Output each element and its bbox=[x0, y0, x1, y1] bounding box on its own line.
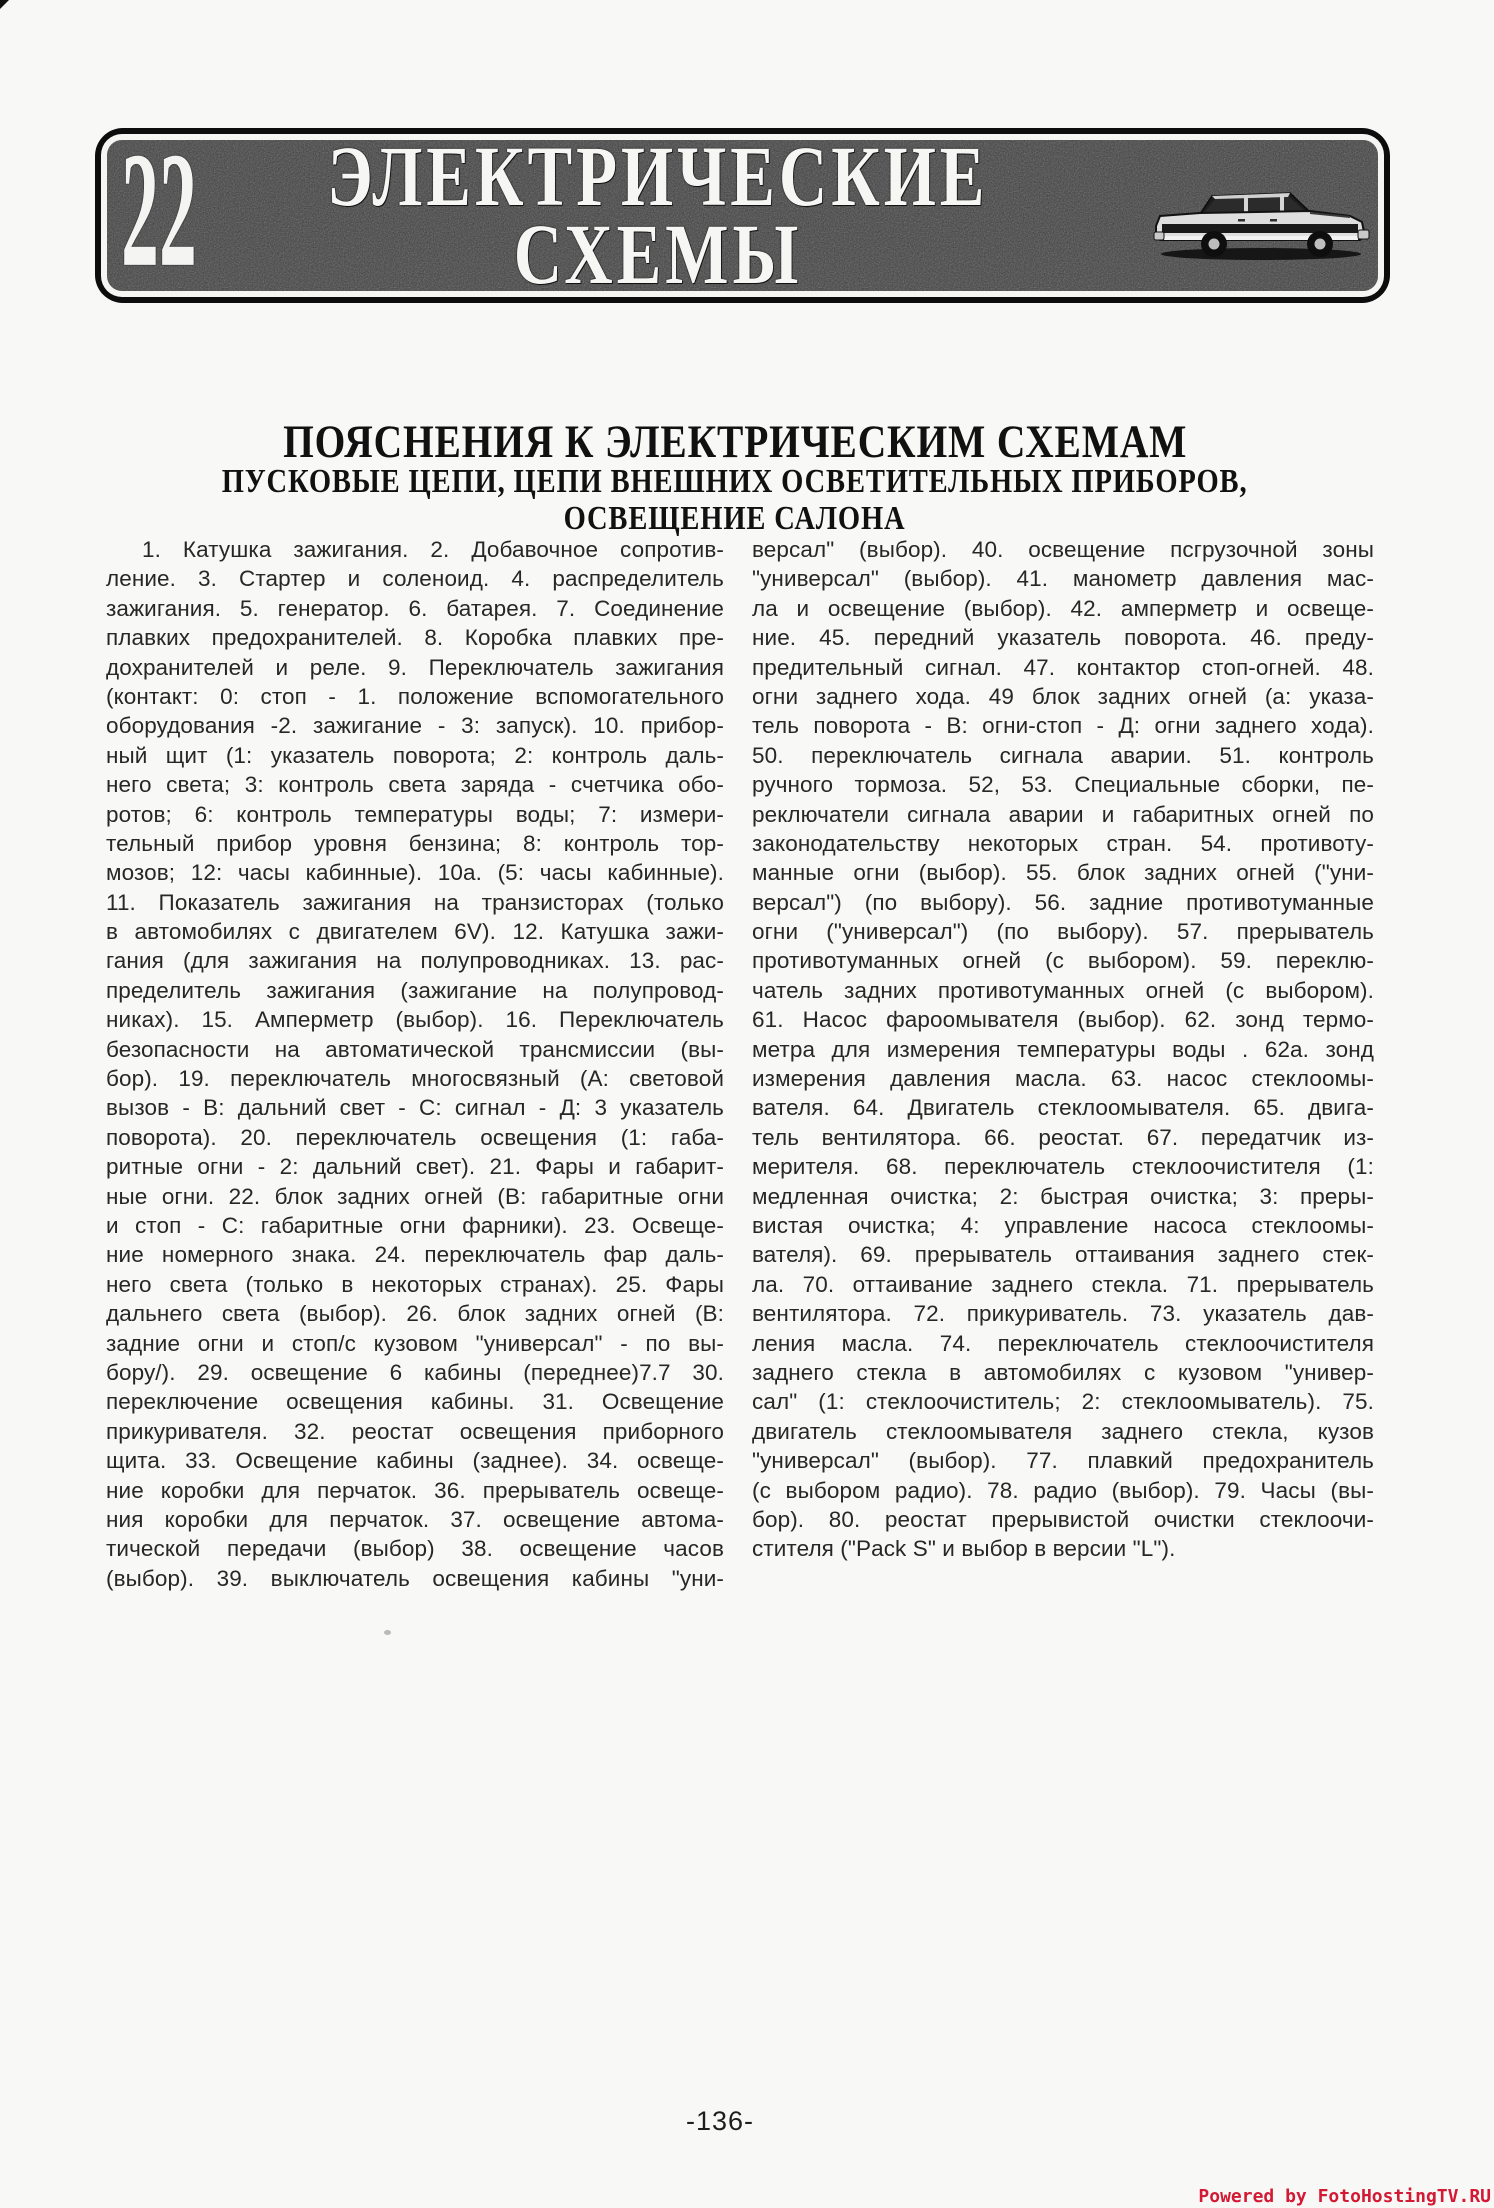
text-line: ручного тормоза. 52, 53. Специальные сборки, пе- bbox=[752, 772, 1374, 798]
text-line: манные огни (выбор). 55. блок задних огней ("уни- bbox=[752, 860, 1374, 886]
text-line: заднего стекла в автомобилях с кузовом "универ- bbox=[752, 1359, 1374, 1385]
text-line: измерения давления масла. 63. насос стеклоомы- bbox=[752, 1066, 1374, 1092]
text-line: в автомобилях с двигателем 6V). 12. Катушка зажи- bbox=[106, 919, 724, 945]
text-line: огни ("универсал") (по выбору). 57. прерыватель bbox=[752, 919, 1374, 945]
text-line: безопасности на автоматической трансмиссии (вы- bbox=[106, 1036, 724, 1062]
text-line: метра для измерения температуры воды . 62а. зонд bbox=[752, 1036, 1374, 1062]
text-line: двигатель стеклоомывателя заднего стекла, кузов bbox=[752, 1418, 1374, 1444]
page-subtitle-line1: ПУСКОВЫЕ ЦЕПИ, ЦЕПИ ВНЕШНИХ ОСВЕТИТЕЛЬНЫХ ПРИБОРОВ, bbox=[222, 463, 1248, 500]
text-line: сал" (1: стеклоочиститель; 2: стеклоомыватель). 75. bbox=[752, 1389, 1374, 1415]
text-line: задние огни и стоп/с кузовом "универсал" - по вы- bbox=[106, 1330, 724, 1356]
watermark: Powered by FotoHostingTV.RU bbox=[1198, 2186, 1491, 2207]
text-line: ритные огни - 2: дальний свет). 21. Фары и габарит- bbox=[106, 1154, 724, 1180]
text-line: зажигания. 5. генератор. 6. батарея. 7. Соединение bbox=[106, 595, 724, 621]
text-line: вызов - В: дальний свет - С: сигнал - Д: 3 указатель bbox=[106, 1095, 724, 1121]
text-line: ния коробки для перчаток. 37. освещение автома- bbox=[106, 1506, 724, 1532]
text-line: гания (для зажигания на полупроводниках. 13. рас- bbox=[106, 948, 724, 974]
text-line: дальнего света (выбор). 26. блок задних огней (В: bbox=[106, 1301, 724, 1327]
text-line: мерителя. 68. переключатель стеклоочистителя (1: bbox=[752, 1154, 1374, 1180]
text-line: тель вентилятора. 66. реостат. 67. передатчик из- bbox=[752, 1124, 1374, 1150]
text-line: плавких предохранителей. 8. Коробка плавких пре- bbox=[106, 625, 724, 651]
text-line: прикуривателя. 32. реостат освещения приборного bbox=[106, 1418, 724, 1444]
text-line: щита. 33. Освещение кабины (заднее). 34. освеще- bbox=[106, 1448, 724, 1474]
text-line: чатель задних противотуманных огней (с выбором). bbox=[752, 977, 1374, 1003]
car-icon bbox=[1152, 180, 1370, 266]
text-line: тельный прибор уровня бензина; 8: контроль тор- bbox=[106, 830, 724, 856]
text-line: него света; 3: контроль света заряда - счетчика обо- bbox=[106, 772, 724, 798]
text-line: версал") (по выбору). 56. задние противотуманные bbox=[752, 889, 1374, 915]
text-line: и стоп - С: габаритные огни фарники). 23. Освеще- bbox=[106, 1212, 724, 1238]
text-line: ление. 3. Стартер и соленоид. 4. распределитель bbox=[106, 566, 724, 592]
text-line: пределитель зажигания (зажигание на полупровод- bbox=[106, 977, 724, 1003]
banner-title-line1: ЭЛЕКТРИЧЕСКИЕ bbox=[326, 140, 989, 224]
text-line: 61. Насос фароомывателя (выбор). 62. зонд термо- bbox=[752, 1007, 1374, 1033]
text-line: 50. переключатель сигнала аварии. 51. контроль bbox=[752, 742, 1374, 768]
text-line: ла. 70. оттаивание заднего стекла. 71. прерыватель bbox=[752, 1271, 1374, 1297]
text-line: ла и освещение (выбор). 42. амперметр и освеще- bbox=[752, 595, 1374, 621]
text-line: 11. Показатель зажигания на транзисторах (только bbox=[106, 889, 724, 915]
banner-title-line2: СХЕМЫ bbox=[513, 205, 802, 291]
text-line: (выбор). 39. выключатель освещения кабины "уни- bbox=[106, 1565, 724, 1591]
page-title: ПОЯСНЕНИЯ К ЭЛЕКТРИЧЕСКИМ СХЕМАМ bbox=[282, 416, 1188, 468]
text-line: "универсал" (выбор). 41. манометр давления мас- bbox=[752, 566, 1374, 592]
text-line: реключатели сигнала аварии и габаритных огней по bbox=[752, 801, 1374, 827]
text-line: ный щит (1: указатель поворота; 2: контроль даль- bbox=[106, 742, 724, 768]
text-line: ные огни. 22. блок задних огней (В: габаритные огни bbox=[106, 1183, 724, 1209]
text-line: оборудования -2. зажигание - 3: запуск). 10. прибор- bbox=[106, 713, 724, 739]
text-line: вистая очистка; 4: управление насоса стеклоомы- bbox=[752, 1212, 1374, 1238]
text-line: ления масла. 74. переключатель стеклоочистителя bbox=[752, 1330, 1374, 1356]
text-line: (с выбором радио). 78. радио (выбор). 79. Часы (вы- bbox=[752, 1477, 1374, 1503]
text-line: противотуманных огней (с выбором). 59. переклю- bbox=[752, 948, 1374, 974]
text-line: ротов; 6: контроль температуры воды; 7: измери- bbox=[106, 801, 724, 827]
text-line: бор). 19. переключатель многосвязный (А: световой bbox=[106, 1066, 724, 1092]
right-column bbox=[752, 535, 1374, 1564]
text-line: вентилятора. 72. прикуриватель. 73. указатель дав- bbox=[752, 1301, 1374, 1327]
text-line: 1. Катушка зажигания. 2. Добавочное сопротив- bbox=[142, 537, 724, 562]
text-line: поворота). 20. переключатель освещения (1: габа- bbox=[106, 1124, 724, 1150]
text-line: ние номерного знака. 24. переключатель фар даль- bbox=[106, 1242, 724, 1268]
chapter-number: 22 bbox=[121, 140, 197, 291]
text-line: тель поворота - В: огни-стоп - Д: огни заднего хода). bbox=[752, 713, 1374, 739]
text-line: вателя). 69. прерыватель оттаивания заднего стек- bbox=[752, 1242, 1374, 1268]
text-line: дохранителей и реле. 9. Переключатель зажигания bbox=[106, 654, 724, 680]
text-line: стителя ("Pack S" и выбор в версии "L"). bbox=[752, 1536, 1176, 1562]
text-line: него света (только в некоторых странах). 25. Фары bbox=[106, 1271, 724, 1297]
text-line: медленная очистка; 2: быстрая очистка; 3: преры- bbox=[752, 1183, 1374, 1209]
text-line: переключение освещения кабины. 31. Освещение bbox=[106, 1389, 724, 1415]
text-line: огни заднего хода. 49 блок задних огней (а: указа- bbox=[752, 683, 1374, 709]
text-line: "универсал" (выбор). 77. плавкий предохранитель bbox=[752, 1448, 1374, 1474]
text-line: ние. 45. передний указатель поворота. 46. преду- bbox=[752, 625, 1374, 651]
left-column bbox=[106, 535, 724, 1593]
text-line: предительный сигнал. 47. контактор стоп-огней. 48. bbox=[752, 654, 1374, 680]
scan-artifact-speck bbox=[384, 1630, 391, 1635]
text-line: версал" (выбор). 40. освещение псгрузочной зоны bbox=[752, 537, 1374, 562]
text-line: (контакт: 0: стоп - 1. положение вспомогательного bbox=[106, 683, 724, 709]
page-subtitle-line2: ОСВЕЩЕНИЕ САЛОНА bbox=[564, 500, 906, 537]
text-line: тической передачи (выбор) 38. освещение часов bbox=[106, 1536, 724, 1562]
scan-artifact-corner bbox=[0, 0, 9, 9]
text-line: бор). 80. реостат прерывистой очистки стеклоочи- bbox=[752, 1506, 1374, 1532]
text-line: бору/). 29. освещение 6 кабины (переднее)7.7 30. bbox=[106, 1359, 724, 1385]
text-line: ние коробки для перчаток. 36. прерыватель освеще- bbox=[106, 1477, 724, 1503]
text-line: мозов; 12: часы кабинные). 10а. (5: часы кабинные). bbox=[106, 860, 724, 886]
text-line: никах). 15. Амперметр (выбор). 16. Переключатель bbox=[106, 1007, 724, 1033]
text-line: законодательству некоторых стран. 54. противоту- bbox=[752, 830, 1374, 856]
text-line: вателя. 64. Двигатель стеклоомывателя. 65. двига- bbox=[752, 1095, 1374, 1121]
page-number: -136- bbox=[685, 2106, 755, 2136]
